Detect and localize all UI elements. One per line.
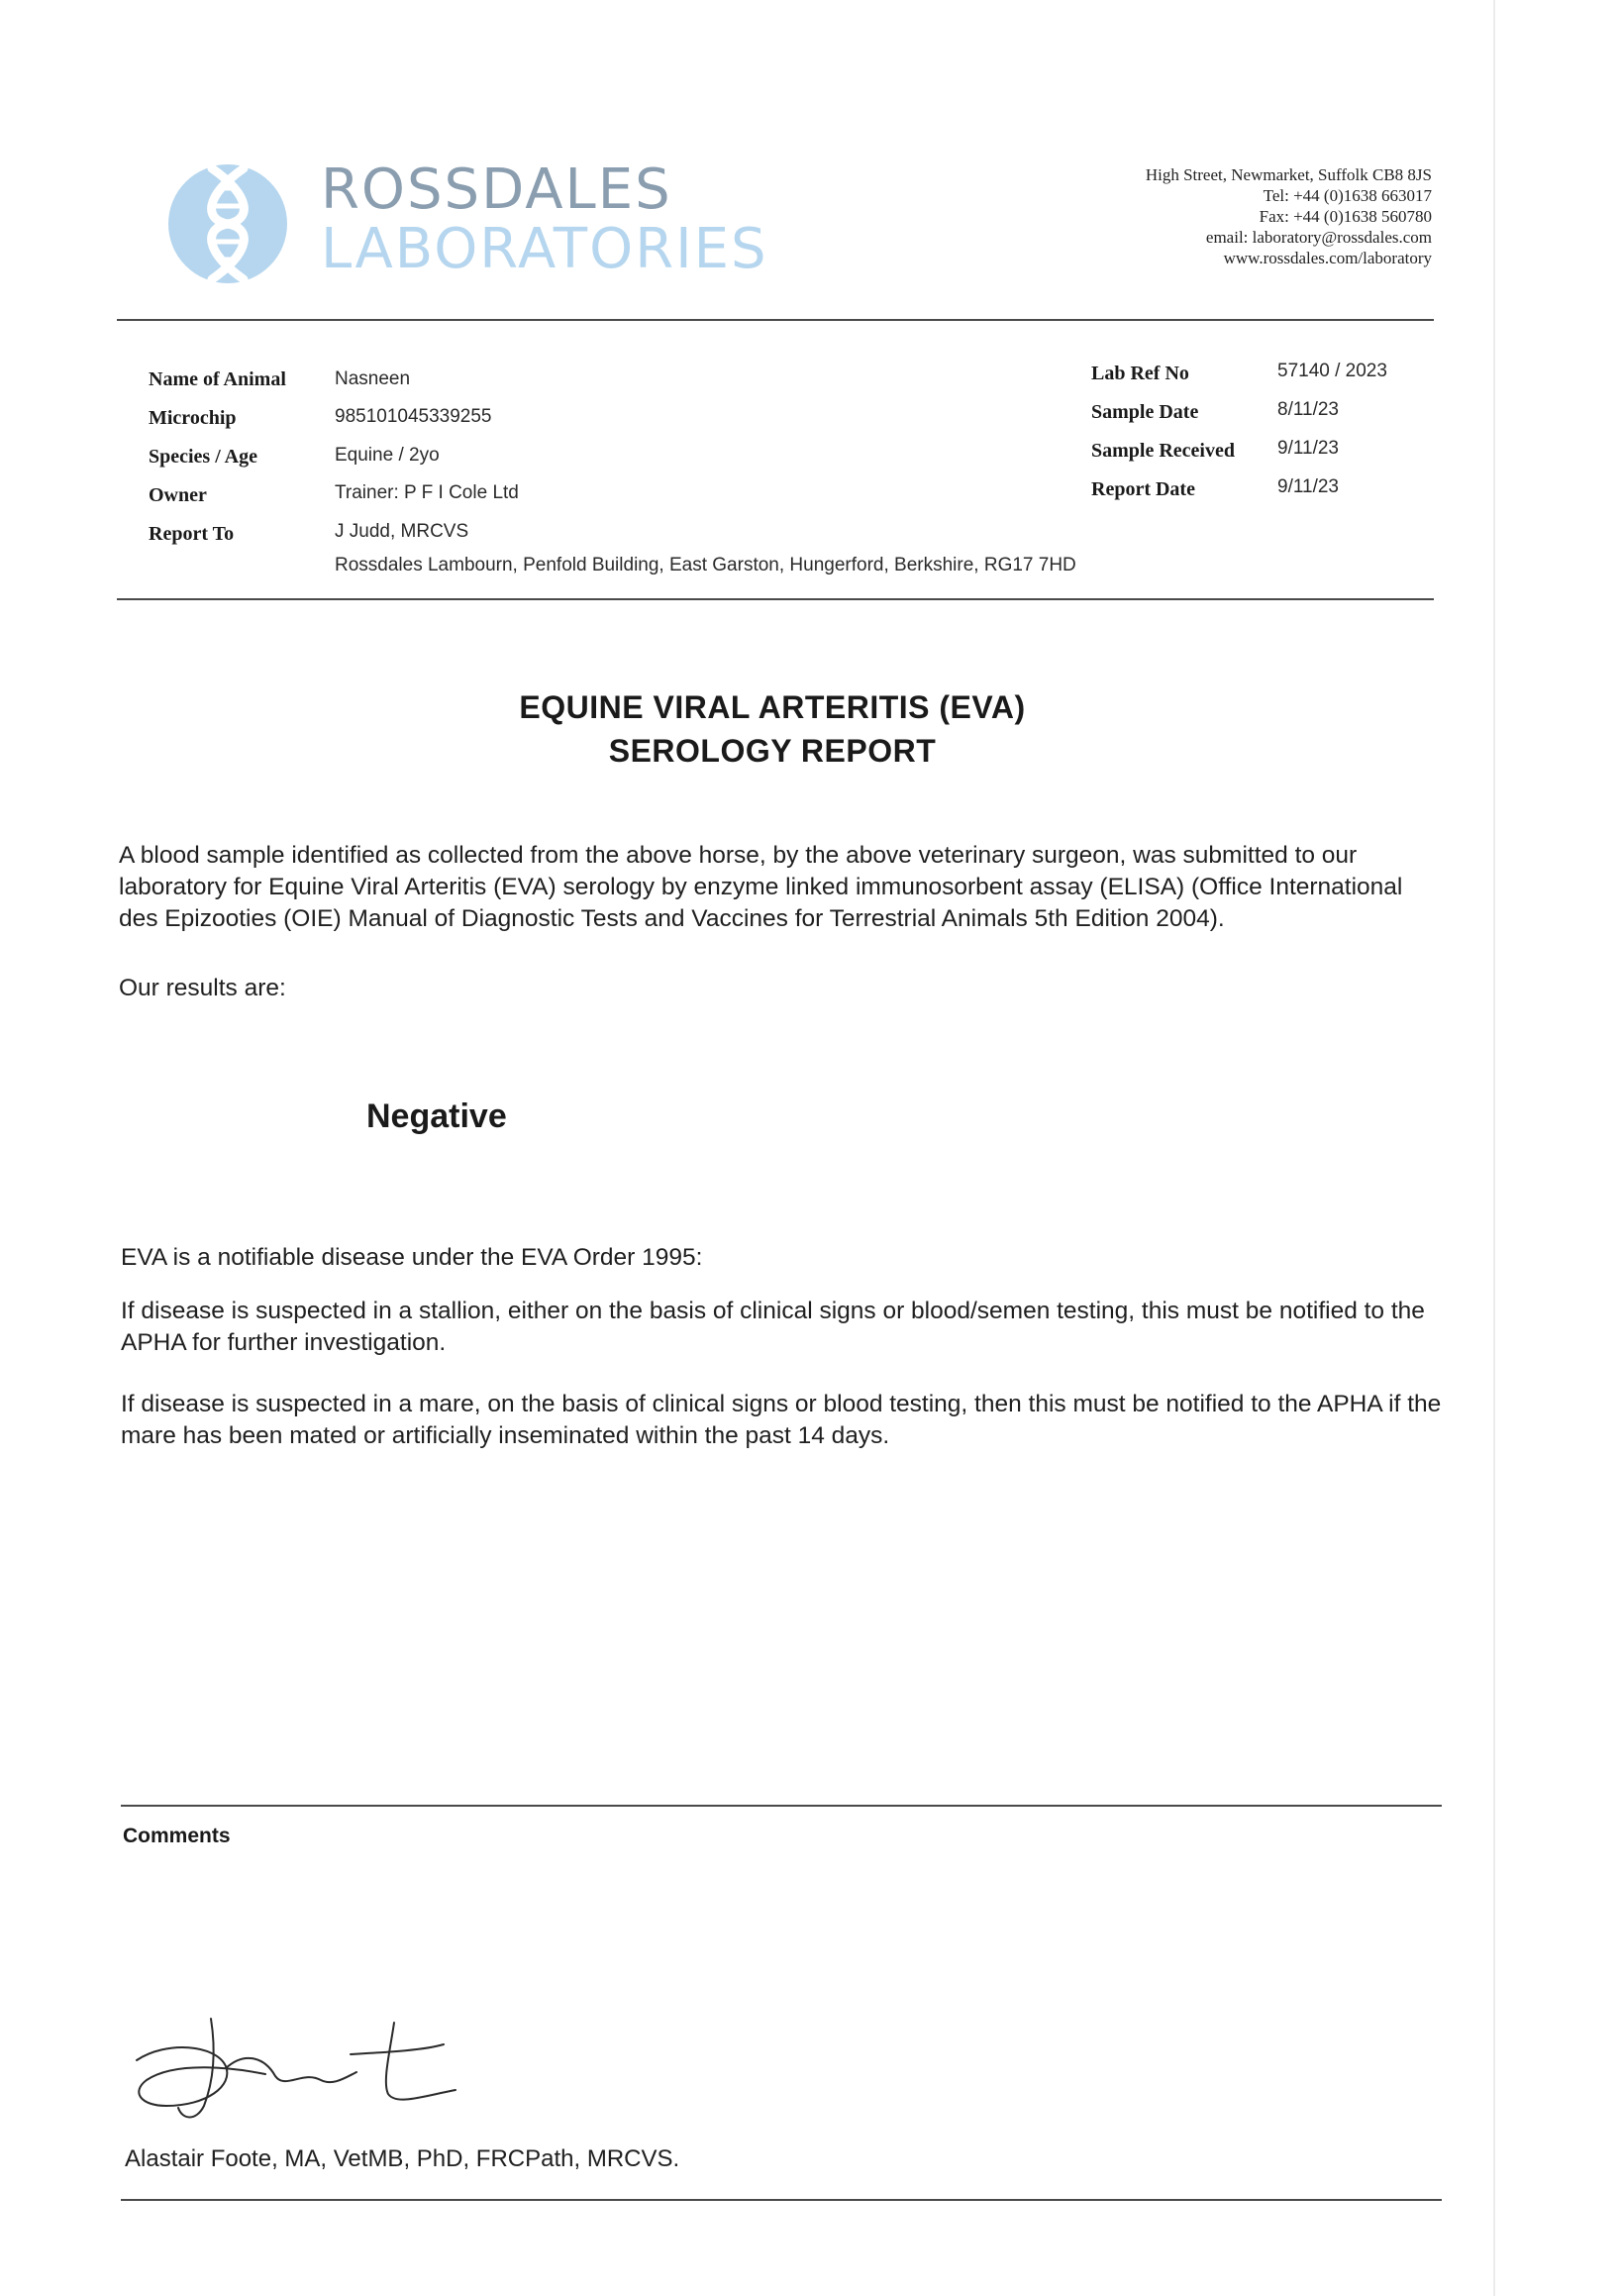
report-to-value: J Judd, MRCVS [335,521,469,542]
address-street: High Street, Newmarket, Suffolk CB8 8JS [1145,165,1432,184]
lab-ref-value: 57140 / 2023 [1277,361,1387,381]
report-title-line1: EQUINE VIRAL ARTERITIS (EVA) [519,689,1026,725]
info-divider [117,598,1434,600]
report-date-value: 9/11/23 [1277,476,1339,497]
signatory-name: Alastair Foote, MA, VetMB, PhD, FRCPath, MRCVS. [125,2145,680,2172]
microchip-label: Microchip [149,407,237,429]
comments-divider [121,1805,1442,1807]
report-title-line2: SEROLOGY REPORT [608,733,937,769]
report-to-label: Report To [149,523,235,545]
name-of-animal-value: Nasneen [335,368,411,389]
dna-helix-icon [166,162,289,285]
header-divider [117,319,1434,321]
handwritten-signature [127,2011,483,2130]
address-website: www.rossdales.com/laboratory [1223,249,1432,267]
report-date-label: Report Date [1091,478,1195,500]
sample-date-label: Sample Date [1091,401,1199,423]
sample-received-value: 9/11/23 [1277,438,1339,459]
sample-date-value: 8/11/23 [1277,399,1339,420]
test-result: Negative [366,1097,507,1135]
species-age-label: Species / Age [149,446,257,468]
name-of-animal-label: Name of Animal [149,368,286,390]
address-tel: Tel: +44 (0)1638 663017 [1263,186,1432,205]
sample-received-label: Sample Received [1091,440,1235,462]
scan-edge-line [1493,0,1495,2296]
stallion-note: If disease is suspected in a stallion, either on the basis of clinical signs or blood/semen testing, this must be notified to the APHA for further investigation. [121,1298,1425,1356]
footer-divider [121,2199,1442,2201]
intro-paragraph: A blood sample identified as collected from the above horse, by the above veterinary surgeon, was submitted to our laboratory for Equine Viral Arteritis (EVA) serology by enzyme linked immunosorbent assay (ELISA) (Office International des Epizooties (OIE) Manual of Diagnostic Tests and Vaccines for Terrestrial Animals 5th Edition 2004). [119,842,1403,932]
logo-wordmark-rossdales: ROSSDALES [321,157,672,222]
owner-value: Trainer: P F I Cole Ltd [335,482,519,503]
address-email: email: laboratory@rossdales.com [1205,228,1432,247]
report-to-address: Rossdales Lambourn, Penfold Building, East Garston, Hungerford, Berkshire, RG17 7HD [335,555,1076,575]
logo-wordmark-laboratories: LABORATORIES [321,217,768,281]
comments-label: Comments [123,1825,231,1847]
owner-label: Owner [149,484,207,506]
mare-note: If disease is suspected in a mare, on the basis of clinical signs or blood testing, then this must be notified to the APHA if the mare has been mated or artificially inseminated within the past 14 days. [121,1391,1442,1449]
lab-address-block [1146,164,1432,268]
rossdales-logo [166,158,800,289]
lab-ref-label: Lab Ref No [1091,363,1189,384]
species-age-value: Equine / 2yo [335,445,440,466]
address-fax: Fax: +44 (0)1638 560780 [1259,207,1432,226]
results-intro: Our results are: [119,975,286,1001]
notifiable-statement: EVA is a notifiable disease under the EVA Order 1995: [121,1244,703,1271]
microchip-value: 985101045339255 [335,406,492,427]
